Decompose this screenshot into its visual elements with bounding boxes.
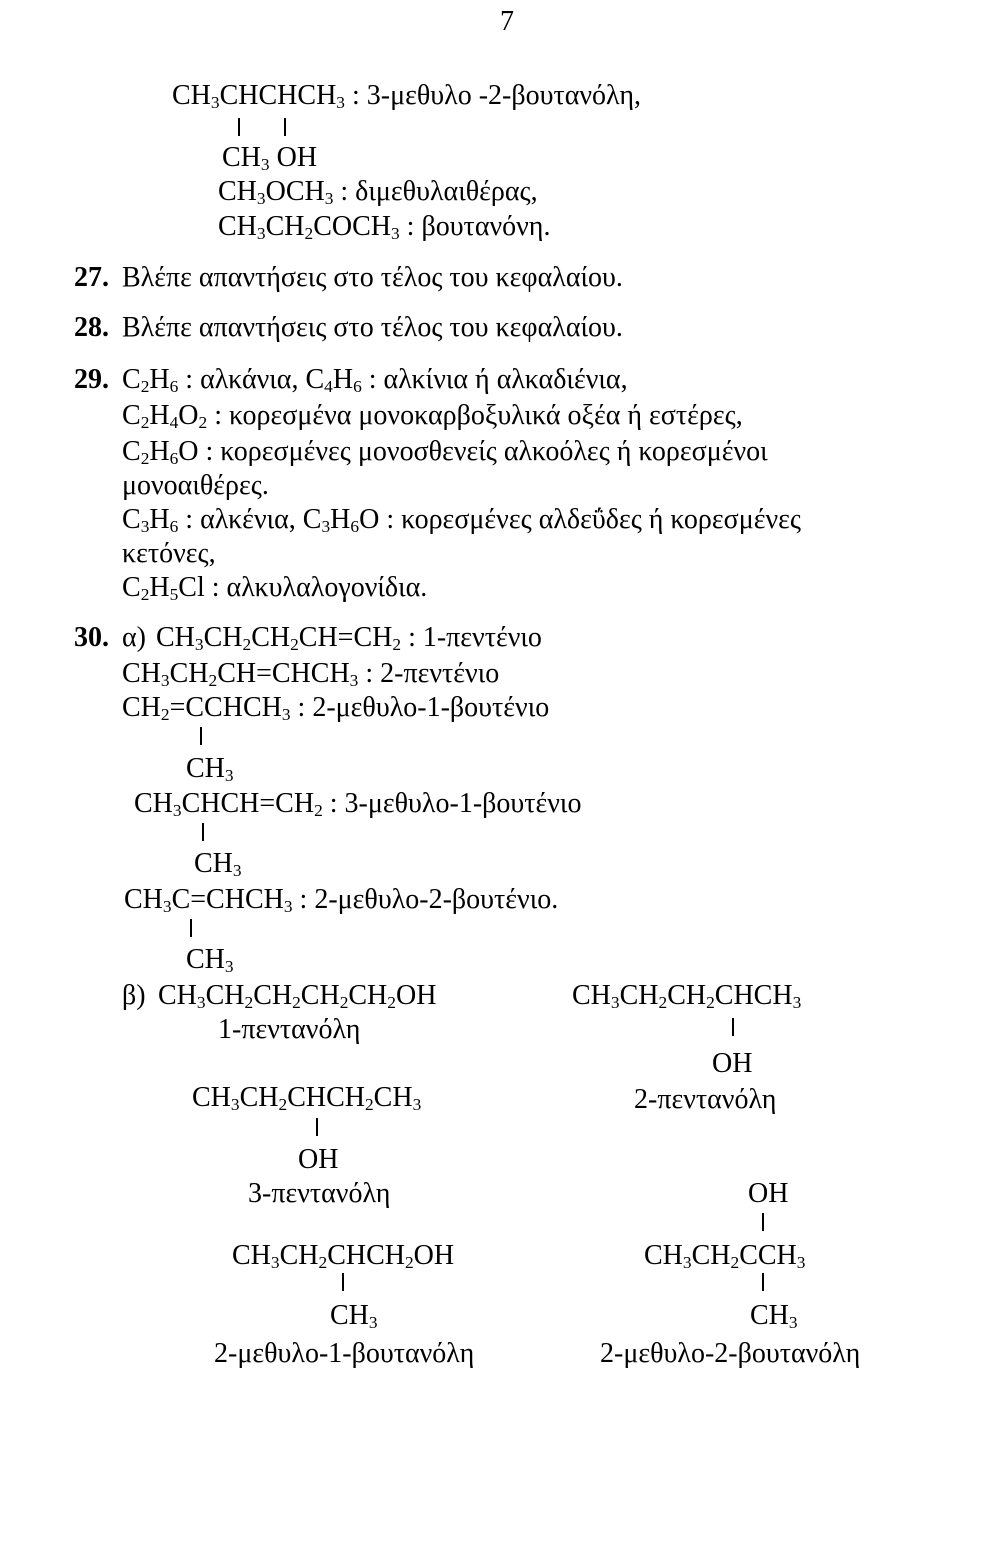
formula-text: CH — [122, 692, 161, 723]
subscript: 6 — [169, 448, 179, 468]
subscript: 2 — [140, 412, 150, 432]
bond-line — [342, 1273, 344, 1291]
name-2-methyl-1-butanol: 2-μεθυλο-1-βουτανόλη — [214, 1338, 475, 1369]
formula-text: : 3-μεθυλο-1-βουτένιο — [322, 788, 582, 819]
subscript: 2 — [140, 376, 150, 396]
subscript: 6 — [169, 516, 179, 536]
formula-text: CH — [667, 980, 707, 1011]
subscript: 2 — [304, 223, 314, 243]
formula-text: CH — [194, 848, 233, 879]
formula-text: CH — [253, 980, 293, 1011]
subscript: 3 — [283, 896, 293, 916]
formula-text: Cl : αλκυλαλογονίδια. — [178, 572, 428, 603]
formula-text: CH — [300, 980, 340, 1011]
subscript: 2 — [140, 584, 150, 604]
hydroxyl-substituent: OH — [712, 1048, 753, 1079]
subscript: 2 — [292, 992, 301, 1012]
formula-text: H — [149, 572, 170, 603]
bond-line — [732, 1018, 734, 1036]
subscript: 2 — [339, 992, 349, 1012]
formula-2-methyl-1-butene — [122, 694, 549, 722]
formula-text: CH — [192, 1082, 231, 1113]
formula-text: CH — [169, 658, 209, 689]
answer-29-line-6: κετόνες, — [122, 538, 216, 569]
formula-text: CH — [124, 884, 163, 915]
formula-text: CH — [265, 211, 305, 242]
answer-29-line-4: μονοαιθέρες. — [122, 470, 269, 501]
subscript: 3 — [281, 704, 291, 724]
formula-text: CH — [644, 1240, 683, 1271]
subscript: 3 — [390, 223, 400, 243]
formula-text: O : κορεσμένες αλδεΰδες ή κορεσμένες — [359, 504, 802, 535]
formula-text: CHCH — [287, 1082, 365, 1113]
bond-line — [200, 727, 202, 745]
formula-text: CH — [134, 788, 173, 819]
answer-29-line-7 — [122, 574, 427, 602]
formula-text: C=CHCH — [171, 884, 284, 915]
formula-text: CH — [186, 753, 225, 784]
formula-text: CCH — [739, 1240, 797, 1271]
formula-dimethyl-ether — [218, 178, 538, 206]
subscript: 3 — [224, 765, 234, 785]
formula-text: C — [122, 504, 141, 535]
formula-1-pentene — [156, 624, 542, 652]
formula-text: CH — [232, 1240, 271, 1271]
formula-text: OCH — [265, 176, 325, 207]
methyl-substituent — [750, 1302, 798, 1330]
methyl-substituent — [186, 946, 234, 974]
subscript: 3 — [349, 670, 359, 690]
bond-line — [762, 1273, 764, 1291]
part-a-label: α) — [122, 622, 146, 653]
formula-text: : 2-πεντένιο — [358, 658, 500, 689]
formula-text: CH — [218, 211, 257, 242]
methyl-substituent — [194, 850, 242, 878]
name-2-methyl-2-butanol: 2-μεθυλο-2-βουτανόλη — [600, 1338, 861, 1369]
formula-2-methyl-1-butanol — [232, 1242, 454, 1270]
subscript: 3 — [256, 188, 266, 208]
formula-text: H — [332, 364, 354, 395]
formula-text: CH — [619, 980, 659, 1011]
name-1-pentanol: 1-πεντανόλη — [218, 1014, 361, 1045]
formula-text: =CCHCH — [169, 692, 282, 723]
formula-text: CH — [279, 1240, 319, 1271]
subscript: 3 — [412, 1094, 422, 1114]
formula-text: : διμεθυλαιθέρας, — [333, 176, 538, 207]
formula-3-pentanol — [192, 1084, 421, 1112]
subscript: 3 — [788, 1312, 798, 1332]
formula-text: CHCHCH — [219, 80, 337, 111]
methyl-substituent — [330, 1302, 378, 1330]
subscript: 3 — [796, 1252, 806, 1272]
bond-line — [762, 1213, 764, 1231]
answer-27: Βλέπε απαντήσεις στο τέλος του κεφαλαίου. — [122, 262, 623, 293]
question-number-30: 30. — [74, 622, 109, 653]
answer-28: Βλέπε απαντήσεις στο τέλος του κεφαλαίου. — [122, 312, 623, 343]
subscript: 3 — [224, 956, 234, 976]
formula-1-pentanol — [158, 982, 436, 1010]
formula-text: CH — [572, 980, 611, 1011]
formula-text: H — [149, 400, 170, 431]
subscript: 3 — [160, 670, 170, 690]
formula-text: CH — [156, 622, 195, 653]
formula-text: : 2-μεθυλο-2-βουτένιο. — [292, 884, 559, 915]
question-number-27: 27. — [74, 262, 109, 293]
subscript: 2 — [244, 992, 254, 1012]
formula-text: CH — [330, 1300, 369, 1331]
question-number-28: 28. — [74, 312, 109, 343]
formula-text: H — [149, 364, 170, 395]
subscript: 2 — [242, 634, 252, 654]
subscript: 2 — [160, 704, 170, 724]
subscript: 3 — [194, 634, 204, 654]
hydroxyl-substituent: OH — [748, 1178, 789, 1209]
subscript: 3 — [321, 516, 331, 536]
bond-line — [190, 919, 192, 937]
formula-text: CHCH — [714, 980, 793, 1011]
formula-text: COCH — [313, 211, 391, 242]
formula-text: CH — [691, 1240, 731, 1271]
formula-text: CH — [348, 980, 388, 1011]
subscript: 3 — [368, 1312, 378, 1332]
formula-2-pentanol — [572, 982, 801, 1010]
subscript: 2 — [290, 634, 299, 654]
bond-line — [316, 1118, 318, 1136]
name-3-pentanol: 3-πεντανόλη — [248, 1178, 391, 1209]
subscript: 2 — [208, 670, 218, 690]
formula-text: O : κορεσμένες μονοσθενείς αλκοόλες ή κορεσμένοι — [178, 436, 768, 467]
formula-text: CH — [203, 622, 243, 653]
subscript: 3 — [610, 992, 620, 1012]
subscript: 3 — [230, 1094, 240, 1114]
subscript: 2 — [364, 1094, 374, 1114]
subscript: 6 — [169, 376, 179, 396]
formula-text: CH — [251, 622, 291, 653]
question-number-29: 29. — [74, 364, 109, 395]
subscript: 2 — [730, 1252, 740, 1272]
subscript: 6 — [353, 376, 362, 396]
formula-text: CH — [205, 980, 245, 1011]
subscript: 3 — [210, 92, 220, 112]
subscript: 3 — [792, 992, 802, 1012]
bond-line — [238, 118, 240, 136]
formula-text: H — [149, 504, 170, 535]
subscript: 3 — [232, 860, 242, 880]
formula-text: : αλκάνια, C — [178, 364, 325, 395]
formula-text: : αλκίνια ή αλκαδιένια, — [361, 364, 628, 395]
subscript: 2 — [392, 634, 402, 654]
subscript: 3 — [196, 992, 206, 1012]
formula-2-pentene — [122, 660, 499, 688]
formula-text: CHCH — [327, 1240, 405, 1271]
formula-text: C — [122, 400, 141, 431]
methyl-substituent — [186, 755, 234, 783]
formula-text: : κορεσμένα μονοκαρβοξυλικά οξέα ή εστέρες, — [207, 400, 743, 431]
subscript: 2 — [314, 800, 323, 820]
subscript: 2 — [278, 1094, 288, 1114]
subscript: 2 — [140, 448, 150, 468]
formula-text: CH=CH — [298, 622, 393, 653]
subscript: 3 — [336, 92, 345, 112]
subscript: 2 — [658, 992, 668, 1012]
subscript: 6 — [350, 516, 360, 536]
subscript: 2 — [198, 412, 208, 432]
formula-text: CH — [750, 1300, 789, 1331]
formula-2-methyl-2-butene — [124, 886, 558, 914]
formula-text: : αλκένια, C — [178, 504, 322, 535]
formula-text: : βουτανόνη. — [399, 211, 551, 242]
formula-text: CH — [122, 658, 161, 689]
formula-text: C — [122, 364, 141, 395]
subscript: 3 — [172, 800, 182, 820]
subscript: 4 — [324, 376, 333, 396]
formula-text: : 1-πεντένιο — [401, 622, 542, 653]
subscript: 2 — [318, 1252, 328, 1272]
answer-29-line-5 — [122, 506, 801, 534]
hydroxyl-substituent: OH — [298, 1144, 339, 1175]
formula-text: CHCH=CH — [181, 788, 315, 819]
subscript: 3 — [256, 223, 266, 243]
formula-text: CH — [239, 1082, 279, 1113]
bond-line — [202, 823, 204, 841]
subscript: 3 — [682, 1252, 692, 1272]
formula-text: CH — [186, 944, 225, 975]
formula-text: CH — [373, 1082, 413, 1113]
answer-29-line-3 — [122, 438, 768, 466]
part-b-label: β) — [122, 980, 146, 1011]
formula-text: C — [122, 436, 141, 467]
formula-3-methyl-1-butene — [134, 790, 581, 818]
formula-text: H — [149, 436, 170, 467]
subscript: 3 — [270, 1252, 280, 1272]
subscript: 4 — [169, 412, 179, 432]
answer-29-line-2 — [122, 402, 743, 430]
subscript: 5 — [169, 584, 179, 604]
formula-text: OH — [395, 980, 437, 1011]
substituents-ch3-oh: $CH_3$ OH — [222, 142, 318, 174]
formula-butanone — [218, 213, 550, 241]
formula-text: CH — [172, 80, 211, 111]
subscript: 2 — [706, 992, 715, 1012]
subscript: 3 — [162, 896, 172, 916]
subscript: 3 — [140, 516, 150, 536]
page-number: 7 — [500, 6, 514, 37]
bond-line — [284, 118, 286, 136]
subscript: 2 — [404, 1252, 414, 1272]
formula-text: : 2-μεθυλο-1-βουτένιο — [290, 692, 550, 723]
answer-29-line-1 — [122, 366, 628, 394]
formula-text: O — [178, 400, 199, 431]
formula-text: H — [330, 504, 351, 535]
subscript: 3 — [324, 188, 334, 208]
name-2-pentanol: 2-πεντανόλη — [634, 1084, 777, 1115]
formula-text: CH — [158, 980, 197, 1011]
formula-text: C — [122, 572, 141, 603]
formula-2-methyl-2-butanol — [644, 1242, 805, 1270]
formula-text: : 3-μεθυλο -2-βουτανόλη, — [344, 80, 642, 111]
formula-3-methyl-2-butanol — [172, 82, 641, 110]
formula-text: CH — [218, 176, 257, 207]
subscript: 2 — [387, 992, 396, 1012]
formula-text: OH — [413, 1240, 455, 1271]
formula-text: CH=CHCH — [217, 658, 350, 689]
